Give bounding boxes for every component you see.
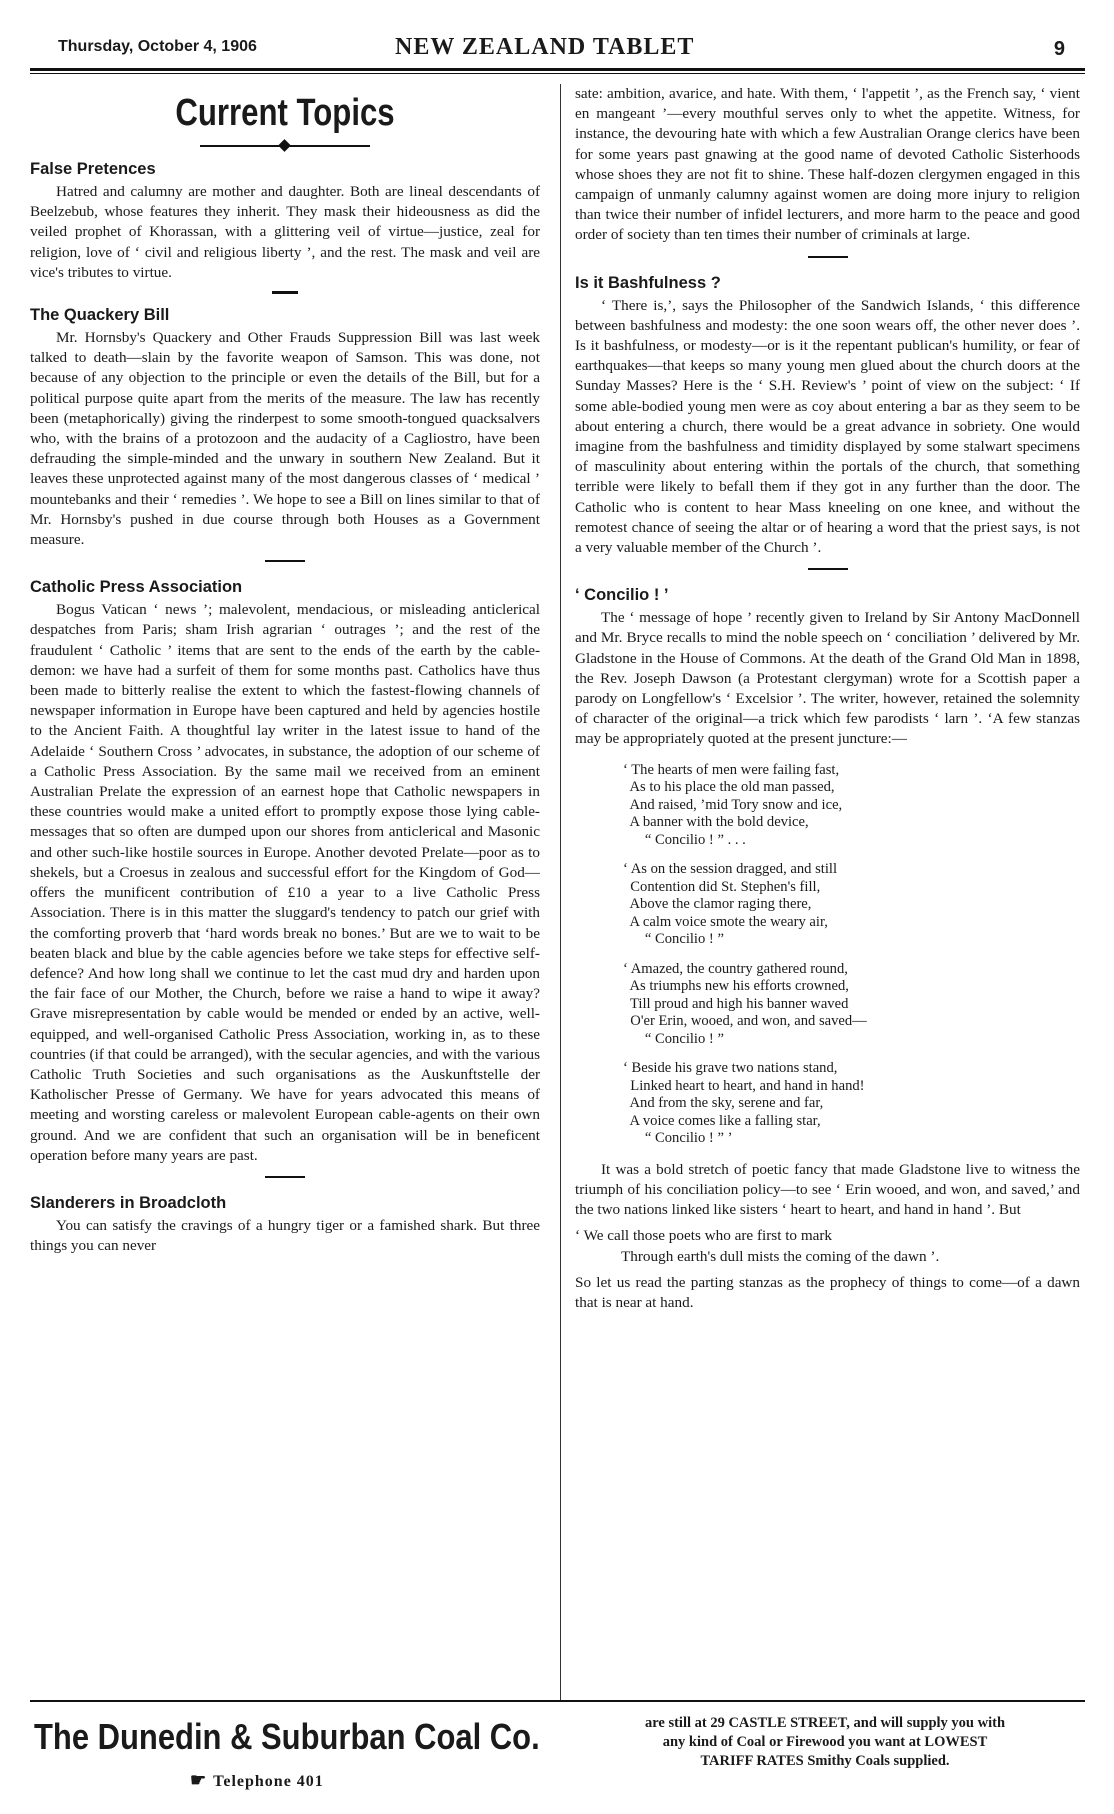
column-divider bbox=[560, 84, 561, 1700]
issue-date: Thursday, October 4, 1906 bbox=[58, 38, 257, 55]
advertisement-text bbox=[590, 1714, 1060, 1771]
page-title: Current Topics bbox=[175, 92, 395, 134]
title-ornament bbox=[30, 138, 540, 152]
poem-stanza bbox=[623, 861, 1080, 949]
poem-line: “ Concilio ! ” . . . bbox=[623, 831, 746, 848]
header-rule bbox=[30, 68, 1085, 71]
poem-line: O'er Erin, wooed, and won, and saved— bbox=[623, 1013, 867, 1030]
article-paragraph: Mr. Hornsby's Quackery and Other Frauds Suppression Bill was last week talked to death—slain by the favorite weapon of Samson. This was done, not because of any objection to the principle or even the details of the Bill, but for a political purpose quite apart from the merits of the measure. The law has recently been (metaphorically) giving the rinderpest to some smooth-tongued quacksalvers who, with the brains of a protozoon and the audacity of a Cagliostro, have been defrauding the simple-minded and the unwary in southern New Zealand. But it leaves these unprotected against many of the most dangerous classes of ‘ medical ’ mountebanks and their ‘ remedies ’. We hope to see a Bill on lines similar to that of Mr. Hornsby's pushed in due course through both Houses as a Government measure. bbox=[30, 329, 540, 549]
section-separator bbox=[272, 291, 298, 294]
poem-stanza bbox=[623, 762, 1080, 850]
poem-line: A banner with the bold device, bbox=[623, 814, 809, 831]
article-continuation: sate: ambition, avarice, and hate. With them, ‘ l'appetit ’, as the French say, ‘ vient en mangeant ’—every mouthful serves only to whet the appetite. Witness, for instance, the devouring hate with which a few Australian Orange clerics have been for some years past gnawing at the good name of devoted Catholic Sisterhoods whose shoes they are not fit to shine. These half-dozen clergymen engaged in this campaign of unmanly calumny against women are doing more injury to religion than twice their number of infidel lecturers, and more harm to the peace and good order of society than ten times their number of criminals at large. bbox=[575, 85, 1080, 244]
poem-line: ‘ The hearts of men were failing fast, bbox=[623, 761, 840, 778]
poem-stanza bbox=[623, 1060, 1080, 1148]
poem-line: As triumphs new his efforts crowned, bbox=[623, 978, 849, 995]
poem-line: Above the clamor raging there, bbox=[623, 896, 812, 913]
quoted-line: Through earth's dull mists the coming of the dawn ’. bbox=[621, 1247, 940, 1265]
article-paragraph: The ‘ message of hope ’ recently given to Ireland by Sir Antony MacDonnell and Mr. Bryce recalls to mind the noble speech on ‘ conciliation ’ delivered by Mr. Gladstone in the House of Commons. At the death of the Grand Old Man in 1898, the Rev. Joseph Dawson (a Protestant clergyman) wrote for a Scottish paper a parody on Longfellow's ‘ Excelsior ’. The writer, however, retained the solemnity of character of the original—a trick which few parodists ‘ larn ’. ‘A few stanzas may be appropriately quoted at the present juncture:— bbox=[575, 609, 1080, 748]
section-separator bbox=[808, 568, 848, 570]
poem-line: A calm voice smote the weary air, bbox=[623, 913, 828, 930]
section-heading-catholic-press: Catholic Press Association bbox=[30, 578, 243, 597]
page-number: 9 bbox=[1053, 38, 1065, 60]
section-heading-slanderers: Slanderers in Broadcloth bbox=[30, 1193, 227, 1212]
pointing-hand-icon: ☛ bbox=[190, 1770, 208, 1790]
poem-line: “ Concilio ! ” bbox=[623, 1030, 724, 1047]
poem-line: And raised, ’mid Tory snow and ice, bbox=[623, 796, 843, 813]
section-heading-concilio: ‘ Concilio ! ’ bbox=[575, 586, 669, 605]
telephone-label: Telephone 401 bbox=[213, 1773, 324, 1790]
article-paragraph: It was a bold stretch of poetic fancy that made Gladstone live to witness the triumph of his conciliation policy—to see ‘ Erin wooed, and won, and saved,’ and the two nations linked like sisters ‘ heart to heart, and hand in hand ’. But bbox=[575, 1160, 1080, 1219]
article-paragraph: Bogus Vatican ‘ news ’; malevolent, mendacious, or misleading anticlerical despatches from Paris; sham Irish agrarian ‘ outrages ’; and the rest of the fraudulent ‘ Catholic ’ items that are sent to the ends of the earth by the cable-demon: we have had a surfeit of them for some months past. Catholics have thus been made to bitterly realise the extent to which the fastest-flowing channels of newspaper information in Europe have been captured and held by agencies hostile to the Ancient Faith. A thoughtful lay writer in the latest issue to hand of the Adelaide ‘ Southern Cross ’ advocates, in substance, the adoption of our scheme of a Catholic Press Association. By the same mail we received from an eminent Australian Prelate the expression of an earnest hope that Catholic newspapers in these countries would make a united effort to promptly expose those lying cable-messages that so often are dumped upon our shores from anticlerical and Masonic and other such-like hostile sources in Europe. Another devoted Prelate—poor as to shekels, but a Croesus in zealous and successful effort for the Kingdom of God—offers the munificent contribution of £10 a year to a live Catholic Press Association. There is in this matter the sluggard's tendency to patch our grief with the comforting proverb that ‘hard words break no bones.’ But are we to wait to be beaten black and blue by the cable agencies before we take steps for effective self-defence? And how long shall we continue to let the cast mud dry and harden upon the fair face of our Mother, the Church, before we raise a hand to wipe it away? Grave misrepresentation by cable would be mended or ended by an active, well-equipped, and well-organised Catholic Press Association, working in, as to these countries (if that could be arranged), with the secular agencies, and with the various Catholic Truth Societies and such organisations as the Auskunftstelle der Katholischer Presse of Germany. We have for years advocated this means of meeting and worsting careless or malevolent European cable-agents on their own ground. And we are confident that such an organisation will be in beneficent operation before many years are past. bbox=[30, 601, 540, 1164]
section-heading-quackery-bill: The Quackery Bill bbox=[30, 306, 170, 325]
poem-line: As to his place the old man passed, bbox=[623, 779, 835, 796]
section-separator bbox=[265, 1176, 305, 1178]
page-header bbox=[30, 0, 1085, 70]
publication-title: NEW ZEALAND TABLET bbox=[395, 34, 695, 60]
article-paragraph: You can satisfy the cravings of a hungry tiger or a famished shark. But three things you can never bbox=[30, 1216, 540, 1255]
poem-line: Till proud and high his banner waved bbox=[623, 995, 849, 1012]
section-heading-bashfulness: Is it Bashfulness ? bbox=[575, 273, 721, 292]
left-column bbox=[30, 84, 540, 1256]
advertisement-line: any kind of Coal or Firewood you want at LOWEST bbox=[662, 1734, 988, 1750]
article-paragraph: So let us read the parting stanzas as the prophecy of things to come—of a dawn that is near at hand. bbox=[575, 1273, 1080, 1311]
poem-line: “ Concilio ! ” bbox=[623, 931, 724, 948]
poem-line: A voice comes like a falling star, bbox=[623, 1112, 821, 1129]
poem-line: ‘ Amazed, the country gathered round, bbox=[623, 960, 848, 977]
poem-line: And from the sky, serene and far, bbox=[623, 1095, 824, 1112]
poem-line: ‘ Beside his grave two nations stand, bbox=[623, 1060, 838, 1077]
poem bbox=[623, 762, 1080, 1148]
section-heading-false-pretences: False Pretences bbox=[30, 160, 156, 178]
advertiser-telephone bbox=[190, 1770, 324, 1791]
poem-stanza bbox=[623, 961, 1080, 1049]
section-separator bbox=[808, 256, 848, 258]
quoted-line: ‘ We call those poets who are first to mark bbox=[575, 1227, 833, 1245]
article-paragraph: Hatred and calumny are mother and daughter. Both are lineal descendants of Beelzebub, whose features they inherit. They mask their hideousness as did the veiled prophet of Khorassan, with a glittering veil of virtue—justice, zeal for religion, love of ‘ civil and religious liberty ’, and the rest. The mask and veil are vice's tributes to virtue. bbox=[30, 183, 540, 281]
advertisement-line: are still at 29 CASTLE STREET, and will supply you with bbox=[644, 1715, 1006, 1731]
poem-line: “ Concilio ! ” ’ bbox=[623, 1130, 733, 1147]
article-paragraph: ‘ There is,’, says the Philosopher of the Sandwich Islands, ‘ this difference between bashfulness and modesty: the one soon wears off, the other never does ’. Is it bashfulness, or modesty—or is it the repentant publican's humility, or fear of earthquakes—that keeps so many young men glued about the church doors at the Sunday Masses? Here is the ‘ S.H. Review's ’ point of view on the subject: ‘ If some able-bodied young men were as coy about entering a bar as they seem to be about entering a church, there would be a great advance in sobriety. One would imagine from the bashfulness and timidity displayed by some stalwart specimens of masculinity about entering within the portals of the church, that something terrible were likely to befall them if they got in any further than the door. The Catholic who is content to hear Mass kneeling on one knee, and without the remotest chance of seeing the altar or of hearing a word that the priest says, is not a very valuable member of the Church ’. bbox=[575, 296, 1080, 557]
poem-line: Linked heart to heart, and hand in hand! bbox=[623, 1077, 865, 1094]
poem-line: ‘ As on the session dragged, and still bbox=[623, 861, 838, 878]
right-column bbox=[575, 84, 1080, 1313]
footer-rule bbox=[30, 1700, 1085, 1702]
advertiser-name: The Dunedin & Suburban Coal Co. bbox=[34, 1716, 540, 1757]
advertisement-line: TARIFF RATES Smithy Coals supplied. bbox=[700, 1753, 950, 1769]
section-separator bbox=[265, 560, 305, 562]
poem-line: Contention did St. Stephen's fill, bbox=[623, 878, 821, 895]
header-rule-thin bbox=[30, 73, 1085, 74]
